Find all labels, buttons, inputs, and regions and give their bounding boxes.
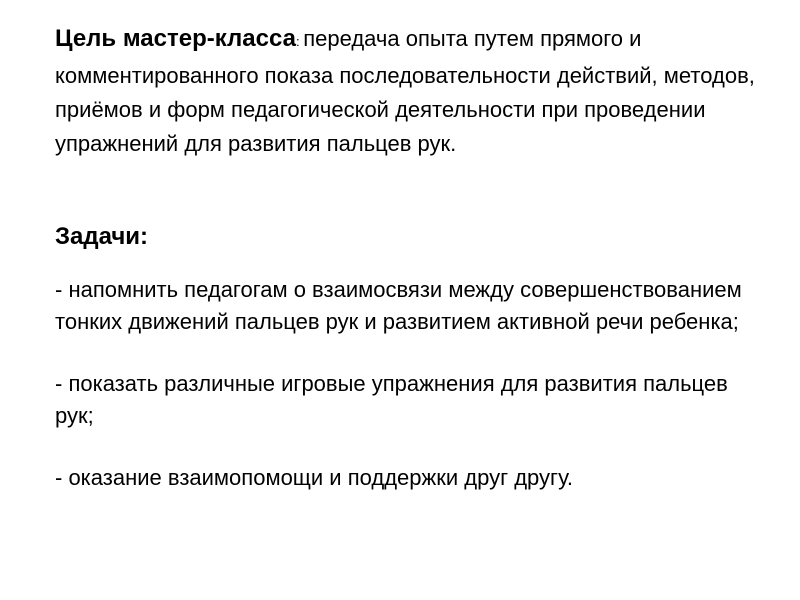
task-item-2: - показать различные игровые упражнения для развития пальцев рук; xyxy=(55,371,728,428)
goal-text: передача опыта путем прямого и комментированного показа последовательности действий, методов, приёмов и форм педагогической деятельности при проведении упражнений для развития пальцев рук. xyxy=(55,26,755,156)
tasks-title: Задачи: xyxy=(55,223,149,250)
tasks-list xyxy=(55,274,755,524)
task-item-3: - оказание взаимопомощи и поддержки друг другу. xyxy=(55,465,573,490)
task-item-1: - напомнить педагогам о взаимосвязи между совершенствованием тонких движений пальцев рук и развитием активной речи ребенка; xyxy=(55,277,742,334)
goal-separator: : xyxy=(295,34,304,49)
goal-paragraph xyxy=(55,22,755,161)
goal-title: Цель мастер-класса xyxy=(55,25,296,52)
